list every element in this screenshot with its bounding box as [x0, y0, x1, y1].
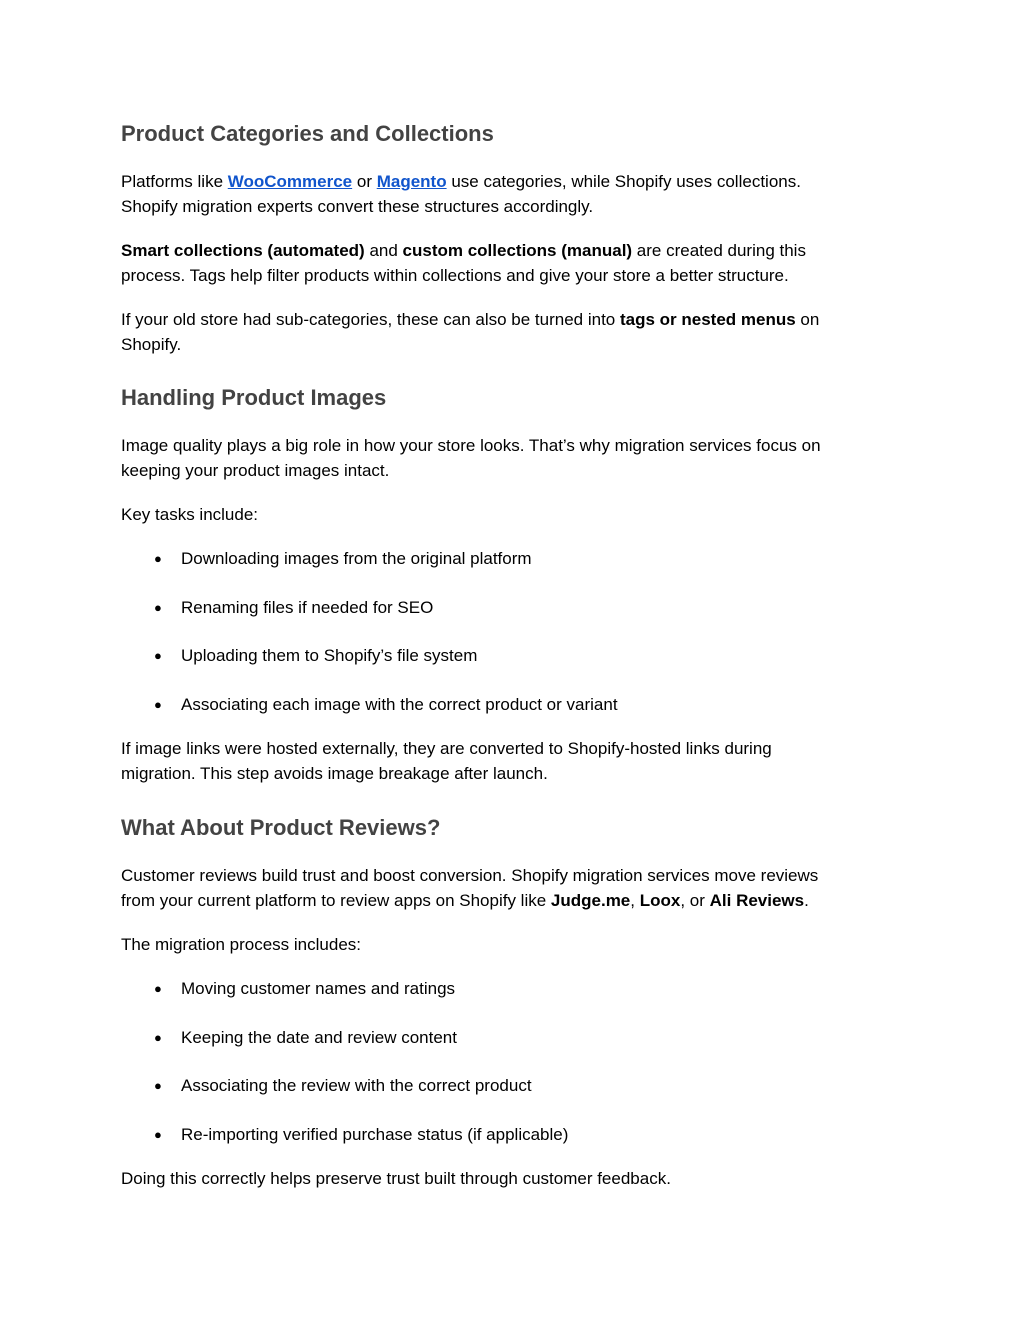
list-item-text: Keeping the date and review content	[181, 1028, 457, 1047]
text: If image links were hosted externally, they are converted to Shopify-hosted links during	[121, 739, 772, 758]
paragraph-sub-categories	[121, 308, 891, 357]
list-item-text: Downloading images from the original platform	[181, 549, 532, 568]
heading-handling-images: Handling Product Images	[121, 385, 387, 410]
paragraph-key-tasks-intro: Key tasks include:	[121, 505, 259, 524]
paragraph-customer-reviews	[121, 864, 891, 913]
text: Shopify migration experts convert these structures accordingly.	[121, 196, 594, 216]
text: Shopify.	[121, 334, 182, 354]
text: Platforms like	[121, 172, 228, 191]
list-item-text: Uploading them to Shopify’s file system	[181, 646, 478, 665]
text: are created during this	[632, 241, 806, 260]
text: If your old store had sub-categories, these can also be turned into	[121, 310, 620, 329]
bold-text: tags or nested menus	[619, 310, 796, 329]
paragraph-image-quality	[121, 434, 891, 483]
list-item-text: Renaming files if needed for SEO	[181, 598, 434, 617]
text: or	[352, 172, 377, 191]
bold-text: Ali Reviews	[709, 890, 805, 910]
text: .	[804, 890, 809, 910]
bold-text: Loox	[639, 890, 681, 910]
text: , or	[680, 890, 710, 910]
bold-text: Judge.me	[550, 890, 631, 910]
bullet-icon: ●	[154, 1078, 162, 1093]
list-item-text: Associating the review with the correct product	[181, 1076, 532, 1095]
bullet-icon: ●	[154, 697, 162, 712]
link-magento[interactable]: Magento	[376, 172, 447, 191]
text: Customer reviews build trust and boost conversion. Shopify migration services move reviews	[121, 866, 819, 885]
paragraph-closing: Doing this correctly helps preserve trust built through customer feedback.	[121, 1169, 671, 1188]
bold-text: Smart collections (automated)	[121, 241, 365, 260]
text: migration. This step avoids image breakage after launch.	[121, 763, 548, 783]
bullet-icon: ●	[154, 981, 162, 996]
bold-text: custom collections (manual)	[402, 241, 633, 260]
heading-product-reviews: What About Product Reviews?	[121, 815, 441, 840]
text: on	[795, 310, 820, 329]
text: keeping your product images intact.	[121, 460, 390, 480]
text: and	[364, 241, 403, 260]
bullet-icon: ●	[154, 551, 162, 566]
paragraph-migration-intro: The migration process includes:	[121, 935, 362, 954]
bullet-icon: ●	[154, 1030, 162, 1045]
list-item-text: Re-importing verified purchase status (if applicable)	[181, 1125, 569, 1144]
list-item-text: Moving customer names and ratings	[181, 979, 456, 998]
heading-product-categories: Product Categories and Collections	[121, 121, 494, 146]
link-woocommerce[interactable]: WooCommerce	[227, 172, 353, 191]
text: from your current platform to review apps on Shopify like	[121, 890, 551, 910]
bullet-icon: ●	[154, 1127, 162, 1142]
text: process. Tags help filter products within collections and give your store a better structure.	[121, 265, 789, 285]
paragraph-smart-collections	[121, 239, 891, 288]
list-item-text: Associating each image with the correct product or variant	[181, 695, 618, 714]
paragraph-platforms	[121, 170, 891, 219]
text: use categories, while Shopify uses collections.	[446, 172, 801, 191]
bullet-icon: ●	[154, 648, 162, 663]
text: ,	[630, 890, 640, 910]
paragraph-image-links	[121, 737, 891, 786]
text: Image quality plays a big role in how your store looks. That’s why migration services focus on	[121, 436, 821, 455]
bullet-icon: ●	[154, 600, 162, 615]
